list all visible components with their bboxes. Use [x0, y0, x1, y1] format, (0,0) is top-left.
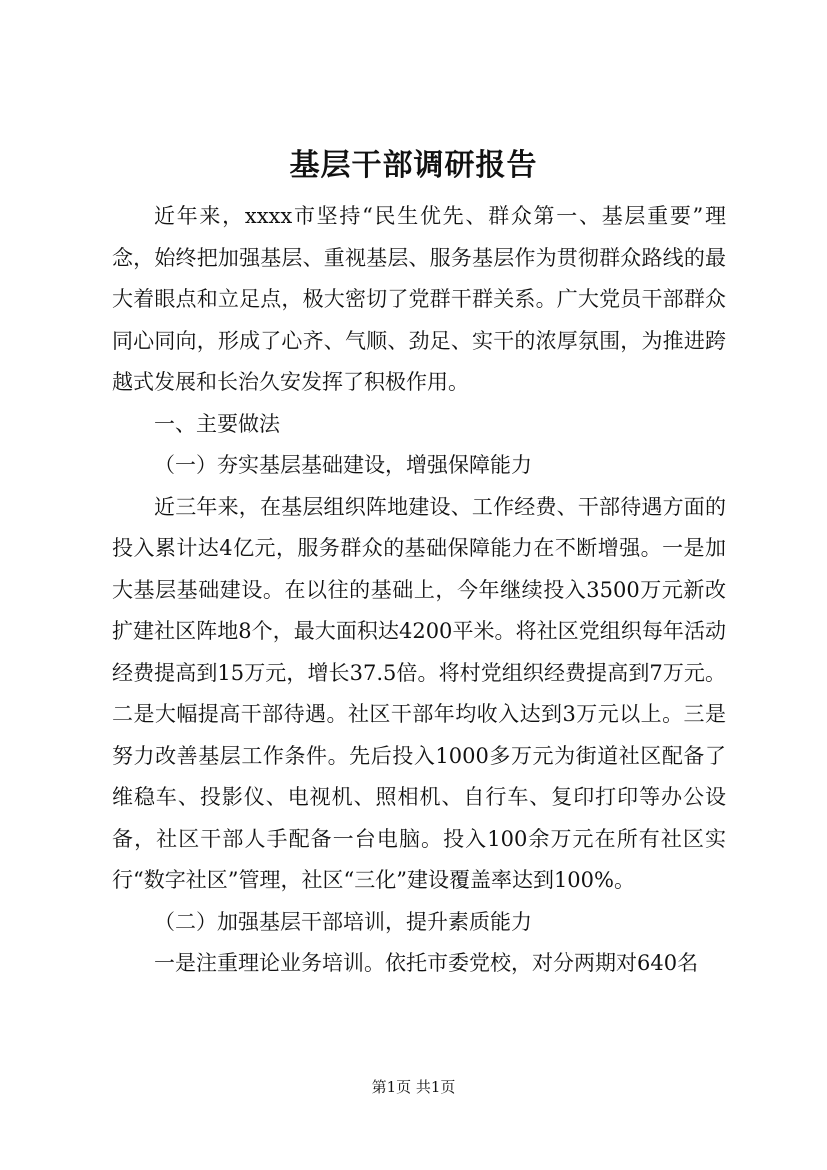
page-footer: 第1页 共1页: [371, 1078, 456, 1096]
intro-paragraph: 近年来，xxxx市坚持“民生优先、群众第一、基层重要”理念，始终把加强基层、重视基层、服务基层作为贯彻群众路线的最大着眼点和立足点，极大密切了党群干群关系。广大党员干部群众同心同向，形成了心齐、气顺、劲足、实干的浓厚氛围，为推进跨越式发展和长治久安发挥了积极作用。: [112, 204, 726, 394]
document-body: [112, 196, 726, 985]
body-paragraph: 近三年来，在基层组织阵地建设、工作经费、干部待遇方面的投入累计达4亿元，服务群众的基础保障能力在不断增强。一是加大基层基础建设。在以往的基础上，今年继续投入3500万元新改扩建社区阵地8个，最大面积达4200平米。将社区党组织每年活动经费提高到15万元，增长37.5倍。将村党组织经费提高到7万元。二是大幅提高干部待遇。社区干部年均收入达到3万元以上。三是努力改善基层工作条件。先后投入1000多万元为街道社区配备了维稳车、投影仪、电视机、照相机、自行车、复印打印等办公设备，社区干部人手配备一台电脑。投入100余万元在所有社区实行“数字社区”管理，社区“三化”建设覆盖率达到100%。: [112, 494, 726, 892]
subsection-heading: （二）加强基层干部培训，提升素质能力: [154, 909, 532, 934]
subsection-heading: （一）夯实基层基础建设，增强保障能力: [154, 453, 532, 477]
body-paragraph: 一是注重理论业务培训。依托市委党校，对分两期对640名: [154, 951, 699, 975]
document-title: 基层干部调研报告: [289, 148, 538, 183]
section-heading: 一、主要做法: [154, 411, 280, 436]
